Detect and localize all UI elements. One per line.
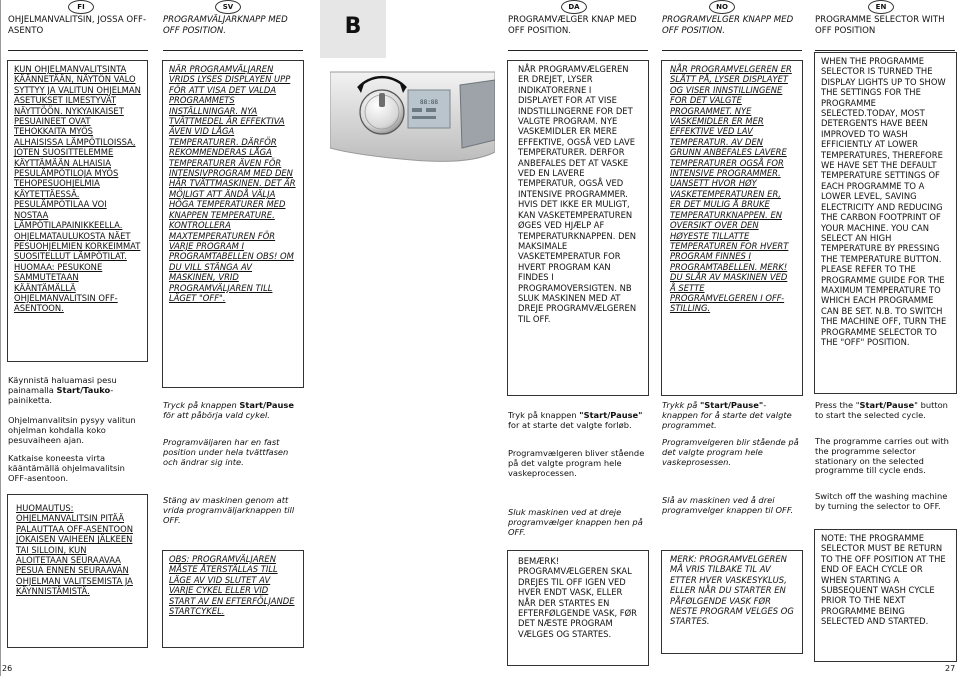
en-note-text: NOTE: THE PROGRAMME SELECTOR MUST BE RETURN TO THE OFF POSITION AT THE END OF EACH CYCLE OR WHEN STARTING A SUBSEQUENT WASH CYCLE PRIOR TO THE NEXT PROGRAMME BEING SELECTED AND STARTED. (821, 533, 946, 627)
da-switch-off-paragraph: Sluk maskinen ved at dreje programvælger knappen hen på OFF. (508, 507, 643, 537)
no-p1-bold: "Start/Pause" (699, 400, 764, 410)
rule-sv (163, 50, 303, 51)
fi-note-text: HUOMAUTUS: OHJELMANVALITSIN PITÄÄ PALAUTTAA OFF-ASENTOON JOKAISEN VAIHEEN JÄLKEEN TAI SILLOIN, KUN ALOITETAAN SEURAAVAA PESUA ENNEN SEURAAVAN OHJELMAN VALITSEMISTA JA KÄYNNISTÄMISTÄ. (16, 503, 133, 597)
sv-note-box (162, 550, 304, 648)
sv-info-box (162, 60, 304, 388)
header-en: PROGRAMME SELECTOR WITH OFF POSITION (815, 15, 945, 36)
da-p1-pre: Tryk på knappen (508, 410, 580, 420)
sv-p1-bold: Start/Pause (239, 400, 294, 410)
no-selector-paragraph: Programvelgeren blir stående på det valgte program hele vaskeprosessen. (662, 437, 799, 467)
sv-switch-off-paragraph: Stäng av maskinen genom att vrida programväljarknappen till OFF. (163, 495, 295, 525)
lang-badge-sv: SV (215, 0, 241, 14)
section-tab (320, 0, 386, 58)
fi-note-box (7, 494, 148, 648)
rule-da (508, 50, 648, 51)
machine-illustration (330, 60, 495, 180)
en-selector-paragraph: The programme carries out with the programme selector stationary on the selected programme till cycle ends. (815, 436, 949, 476)
lang-badge-fi: FI (68, 0, 94, 14)
sv-p1-pre: Tryck på knappen (163, 400, 240, 410)
header-fi: OHJELMANVALITSIN, JOSSA OFF-ASENTO (8, 15, 147, 36)
rule-no (662, 50, 802, 51)
no-note-text: MERK: PROGRAMVELGEREN MÅ VRIS TILBAKE TIL AV ETTER HVER VASKESYKLUS, ELLER NÅR DU STARTER EN PÅFØLGENDE VASK FØR NESTE PROGRAM VELGES OG STARTES. (670, 554, 794, 627)
lang-badge-en: EN (868, 0, 894, 14)
header-sv: PROGRAMVÄLJARKNAPP MED OFF POSITION. (163, 15, 288, 36)
da-selector-paragraph: Programvælgeren bliver stående på det valgte program hele vaskeprocessen. (508, 448, 645, 478)
en-start-paragraph (815, 401, 955, 421)
en-p1-pre: Press the " (815, 400, 860, 410)
display-readout: 88:88 (419, 99, 439, 106)
no-info-text: NÅR PROGRAMVELGEREN ER SLÅTT PÅ, LYSER DISPLAYET OG VISER INNSTILLINGENE FOR DET VALGTE PROGRAMMET. NYE VASKEMIDLER ER MER EFFEKTIVE VED LAV TEMPERATUR. AV DEN GRUNN ANBEFALES LAVERE TEMPERATURER OGSÅ FOR INTENSIVE PROGRAMMER. UANSETT HVOR HØY VASKETEMPERATUREN ER, ER DET MULIG Å BRUKE TEMPERATURKNAPPEN. EN OVERSIKT OVER DEN HØYESTE TILLATTE TEMPERATUREN FOR HVERT PROGRAM FINNES I PROGRAMTABELLEN. MERK! DU SLÅR AV MASKINEN VED Å SETTE PROGRAMVELGEREN I OFF-STILLING. (670, 64, 792, 314)
lang-badge-no: NO (709, 0, 735, 14)
en-p1-bold: Start/Pause (859, 400, 915, 410)
no-info-box (661, 60, 803, 396)
header-no: PROGRAMVELGER KNAPP MED OFF POSITION. (662, 15, 794, 36)
en-info-box (814, 52, 957, 394)
page-number-left: 26 (2, 664, 13, 673)
fi-p1-pre: Käynnistä haluamasi pesu painamalla (8, 375, 117, 395)
da-p1-post: for at starte det valgte forløb. (508, 419, 632, 430)
sv-info-text: NÄR PROGRAMVÄLJAREN VRIDS LYSES DISPLAYEN UPP FÖR ATT VISA DET VALDA PROGRAMMETS INSTÄLLNINGAR. NYA TVÄTTMEDEL ÄR EFFEKTIVA ÄVEN VID LÅGA TEMPERATURER. DÄRFÖR REKOMMENDERAS LÅGA TEMPERATURER ÄVEN FÖR INTENSIVPROGRAM MED DEN HÄR TVÄTTMASKINEN. DET ÄR MÖJLIGT ATT ÄNDÅ VÄLJA HÖGA TEMPERATURER MED KNAPPEN TEMPERATURE. KONTROLLERA MAXTEMPERATUREN FÖR VARJE PROGRAM I PROGRAMTABELLEN OBS! OM DU VILL STÄNGA AV MASKINEN, VRID PROGRAMVÄLJAREN TILL LÄGET "OFF". (169, 64, 296, 303)
sv-note-text: OBS: PROGRAMVÄLJAREN MÅSTE ÅTERSTÄLLAS TILL LÄGE AV VID SLUTET AV VARJE CYKEL ELLER VID START AV EN EFTERFÖLJANDE STARTCYKEL. (169, 554, 295, 617)
no-p1-pre: Trykk på (662, 400, 700, 410)
da-info-text: NÅR PROGRAMVÆLGEREN ER DREJET, LYSER INDIKATORERNE I DISPLAYET FOR AT VISE INDSTILLINGERNE FOR DET VALGTE PROGRAM. NYE VASKEMIDLER ER MERE EFFEKTIVE, OGSÅ VED LAVE TEMPERATURER. DERFOR ANBEFALES DET AT VASKE VED EN LAVERE TEMPERATUR, OGSÅ VED INTENSIVE PROGRAMMER. HVIS DET IKKE ER MULIGT, KAN VASKETEMPERATUREN ØGES VED HJÆLP AF TEMPERATURKNAPPEN. DEN MAKSIMALE VASKETEMPERATUR FOR HVERT PROGRAM KAN FINDES I PROGRAMOVERSIGTEN. NB SLUK MASKINEN MED AT DREJE PROGRAMVÆLGEREN TIL OFF. (518, 64, 637, 324)
fi-p1-bold: Start/Tauko (56, 384, 111, 395)
en-switch-off-paragraph: Switch off the washing machine by turning the selector to OFF. (815, 491, 948, 511)
en-note-box (814, 529, 957, 662)
da-start-paragraph (508, 411, 648, 431)
no-switch-off-paragraph: Slå av maskinen ved å drei programvelger knappen til OFF. (662, 495, 794, 515)
fi-info-box (7, 60, 148, 362)
no-start-paragraph (662, 401, 802, 430)
lang-badge-da: DA (561, 0, 587, 14)
rule-fi (8, 50, 148, 51)
fi-selector-paragraph: Ohjelmanvalitsin pysyy valitun ohjelman kohdalla koko pesuvaiheen ajan. (8, 415, 136, 445)
en-info-text: WHEN THE PROGRAMME SELECTOR IS TURNED THE DISPLAY LIGHTS UP TO SHOW THE SETTINGS FOR THE PROGRAMME SELECTED.TODAY, MOST DETERGENTS HAVE BEEN IMPROVED TO WASH EFFICIENTLY AT LOWER TEMPERATURES, THEREFORE WE HAVE SET THE DEFAULT TEMPERATURE SETTINGS OF EACH PROGRAMME TO A LOWER LEVEL, SAVING ELECTRICITY AND REDUCING THE CARBON FOOTPRINT OF YOUR MACHINE. YOU CAN SELECT AN HIGH TEMPERATURE BY PRESSING THE TEMPERATURE BUTTON. PLEASE REFER TO THE PROGRAMME GUIDE FOR THE MAXIMUM TEMPERATURE TO WHICH EACH PROGRAMME CAN BE SET. N.B. TO SWITCH THE MACHINE OFF, TURN THE PROGRAMME SELECTOR TO THE "OFF" POSITION. (821, 56, 947, 347)
fi-info-text: KUN OHJELMANVALITSINTA KÄÄNNETÄÄN, NÄYTÖN VALO SYTTYY JA VALITUN OHJELMAN ASETUKSET ILMESTYVÄT NÄYTTÖÖN. NYKYAIKAISET PESUAINEET OVAT TEHOKKAITA MYÖS ALHAISISSA LÄMPÖTILOISSA, JOTEN SUOSITTELEMME KÄYTTÄMÄÄN ALHAISIA PESULÄMPÖTILOJA MYÖS TEHOPESUOHJELMIA KÄYTETTÄESSÄ. PESULÄMPÖTILAA VOI NOSTAA LÄMPÖTILAPAINIKKEELLA. OHJELMATAULUKOSTA NÄET PESUOHJELMIEN KORKEIMMAT SUOSITELLUT LÄMPÖTILAT. HUOMAA: PESUKONE SAMMUTETAAN KÄÄNTÄMÄLLÄ OHJELMANVALITSIN OFF-ASENTOON. (14, 64, 141, 314)
en-p1-post: " button to start the selected cycle. (815, 400, 948, 420)
da-note-box (507, 550, 649, 666)
sv-p1-post: för att påbörja vald cykel. (163, 409, 270, 420)
fi-p1-post: -painiketta. (8, 384, 114, 405)
section-letter: B (344, 14, 362, 39)
sv-start-paragraph (163, 401, 303, 421)
fi-switch-off-paragraph: Katkaise koneesta virta kääntämällä ohjelmavalitsin OFF-asentoon. (8, 453, 125, 483)
page-number-right: 27 (945, 664, 956, 673)
da-note-text: BEMÆRK! PROGRAMVÆLGEREN SKAL DREJES TIL OFF IGEN VED HVER ENDT VASK, ELLER NÅR DER STARTES EN EFTERFØLGENDE VASK, FØR DET NÆSTE PROGRAM VÆLGES OG STARTES. (518, 556, 637, 639)
no-p1-post: -knappen for å starte det valgte programmet. (662, 400, 792, 430)
rule-en (815, 50, 955, 51)
sv-selector-paragraph: Programväljaren har en fast position under hela tvättfasen och ändrar sig inte. (163, 437, 289, 467)
fi-start-paragraph (8, 376, 146, 405)
header-da: PROGRAMVÆLGER KNAP MED OFF POSITION. (508, 15, 637, 36)
page-border-left (0, 0, 1, 676)
selector-knob-icon (330, 60, 495, 180)
da-info-box (507, 60, 649, 396)
no-note-box (661, 550, 803, 654)
da-p1-bold: "Start/Pause" (579, 410, 643, 420)
